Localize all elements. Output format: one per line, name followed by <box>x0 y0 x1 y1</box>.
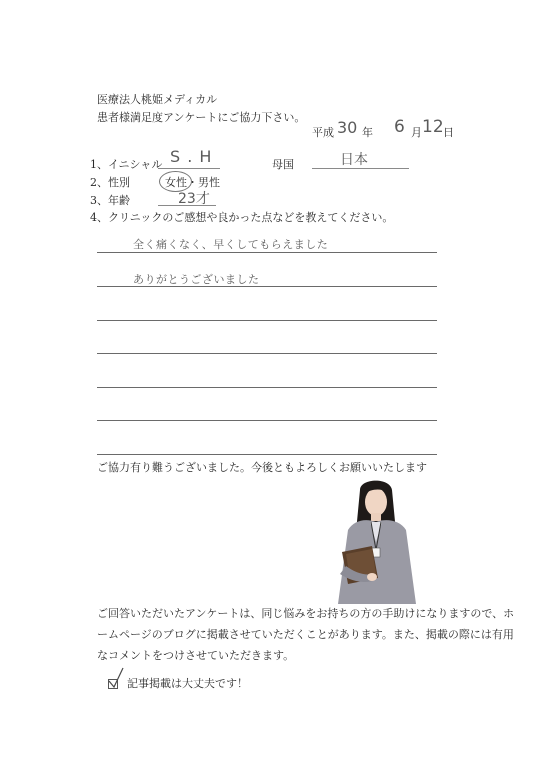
answer-line-2: ありがとうございました <box>133 273 260 286</box>
survey-title: 患者様満足度アンケートにご協力下さい。 <box>97 111 306 124</box>
ruled-line <box>97 252 437 253</box>
answer-line-1: 全く痛くなく、早くしてもらえました <box>133 238 329 251</box>
country-underline <box>312 168 409 169</box>
country-label: 母国 <box>272 158 294 171</box>
initials-label: 1、イニシャル <box>90 158 163 171</box>
date-era: 平成 <box>312 126 334 139</box>
date-year-value: 30 <box>337 118 358 137</box>
notice-line-3: なコメントをつけさせていただきます。 <box>97 649 295 662</box>
check-mark-icon <box>106 666 126 690</box>
age-value: 23才 <box>178 191 210 207</box>
date-month-value: 6 <box>394 117 405 137</box>
org-name: 医療法人桃姫メディカル <box>97 93 218 106</box>
ruled-line <box>97 320 437 321</box>
consent-label: 記事掲載は大丈夫です！ <box>127 677 248 690</box>
ruled-line <box>97 454 437 455</box>
date-day-value: 12 <box>422 117 444 137</box>
thanks-text: ご協力有り難うございました。今後ともよろしくお願いいたします <box>97 461 427 474</box>
age-label: 3、年齢 <box>90 194 130 207</box>
ruled-line <box>97 286 437 287</box>
notice-line-2: ームページのブログに掲載させていただくことがあります。また、掲載の際には有用 <box>97 628 514 641</box>
country-value: 日本 <box>340 152 368 168</box>
ruled-line <box>97 353 437 354</box>
question-feedback: 4、クリニックのご感想や良かった点などを教えてください。 <box>90 211 394 224</box>
date-year-label: 年 <box>362 126 373 139</box>
age-underline <box>158 205 216 206</box>
initials-value: S . H <box>170 147 213 166</box>
staff-woman-illustration <box>326 480 436 604</box>
gender-options: 女性・男性 <box>165 176 220 189</box>
date-month-label: 月 <box>411 126 422 139</box>
notice-line-1: ご回答いただいたアンケートは、同じ悩みをお持ちの方の手助けになりますので、ホ <box>97 607 515 620</box>
gender-label: 2、性別 <box>90 176 130 189</box>
date-day-label: 日 <box>443 126 454 139</box>
ruled-line <box>97 420 437 421</box>
ruled-line <box>97 387 437 388</box>
initials-underline <box>158 168 220 169</box>
